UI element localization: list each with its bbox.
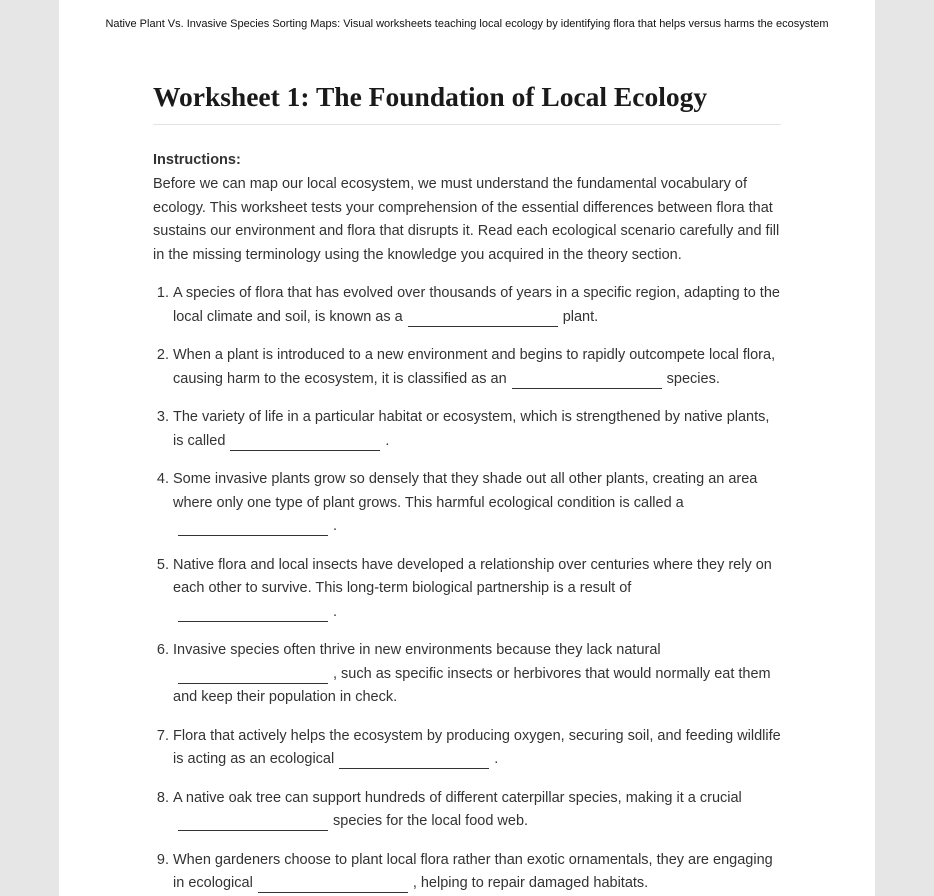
answer-blank[interactable] [230, 432, 380, 451]
question-item [173, 282, 781, 329]
question-item [173, 554, 781, 625]
instructions-label: Instructions: [153, 152, 241, 168]
question-text-after: species. [666, 370, 720, 387]
question-text-after: , helping to repair damaged habitats. [412, 875, 649, 891]
question-text-after: species for the local food web. [333, 813, 529, 829]
question-list [153, 282, 781, 896]
answer-blank[interactable] [339, 750, 489, 769]
question-text-after: . [385, 432, 390, 449]
question-text-after: plant. [562, 308, 599, 325]
answer-blank[interactable] [258, 874, 408, 893]
question-text-after: , such as specific insects or herbivores that would normally eat them and keep their population in check. [173, 665, 771, 705]
answer-blank[interactable] [408, 308, 558, 327]
question-text-before: Native flora and local insects have developed a relationship over centuries where they rely on each other to survive. This long-term biological partnership is a result of [173, 556, 772, 596]
answer-blank[interactable] [178, 812, 328, 831]
question-item [173, 787, 781, 834]
answer-blank[interactable] [512, 370, 662, 389]
question-text-before: Some invasive plants grow so densely that they shade out all other plants, creating an area where only one type of plant grows. This harmful ecological condition is called a [173, 471, 758, 511]
question-item [173, 406, 781, 453]
running-header: Native Plant Vs. Invasive Species Sorting Maps: Visual worksheets teaching local ecology by identifying flora that helps versus harms the ecosystem [105, 18, 829, 30]
question-text-before: A species of flora that has evolved over thousands of years in a specific region, adapting to the local climate and soil, is known as a [173, 285, 780, 325]
question-text-before: The variety of life in a particular habitat or ecosystem, which is strengthened by native plants, is called [173, 409, 770, 449]
answer-blank[interactable] [178, 517, 328, 536]
question-item [173, 849, 781, 896]
question-text-before: When a plant is introduced to a new environment and begins to rapidly outcompete local flora, causing harm to the ecosystem, it is classified as an [173, 347, 776, 387]
question-item [173, 468, 781, 539]
question-text-before: When gardeners choose to plant local flora rather than exotic ornamentals, they are engaging in ecological [173, 851, 773, 891]
question-text-after: . [333, 518, 338, 534]
answer-blank[interactable] [178, 665, 328, 684]
question-text-before: Invasive species often thrive in new environments because they lack natural [173, 642, 661, 658]
question-text-after: . [333, 603, 338, 620]
question-item [173, 725, 781, 772]
question-text-before: A native oak tree can support hundreds of different caterpillar species, making it a crucial [173, 789, 742, 806]
question-item [173, 344, 781, 391]
question-item [173, 639, 781, 710]
answer-blank[interactable] [178, 603, 328, 622]
document-page [59, 0, 875, 896]
question-text-after: . [494, 751, 499, 767]
question-text-before: Flora that actively helps the ecosystem by producing oxygen, securing soil, and feeding wildlife is acting as an ecological [173, 727, 781, 767]
worksheet-content [153, 80, 781, 896]
worksheet-title: Worksheet 1: The Foundation of Local Ecology [153, 80, 781, 125]
instructions-text: Before we can map our local ecosystem, we must understand the fundamental vocabulary of ecology. This worksheet tests your comprehension of the essential differences between flora that sustains our environment and flora that disrupts it. Read each ecological scenario carefully and fill in the missing terminology using the knowledge you acquired in the theory section. [153, 176, 780, 263]
